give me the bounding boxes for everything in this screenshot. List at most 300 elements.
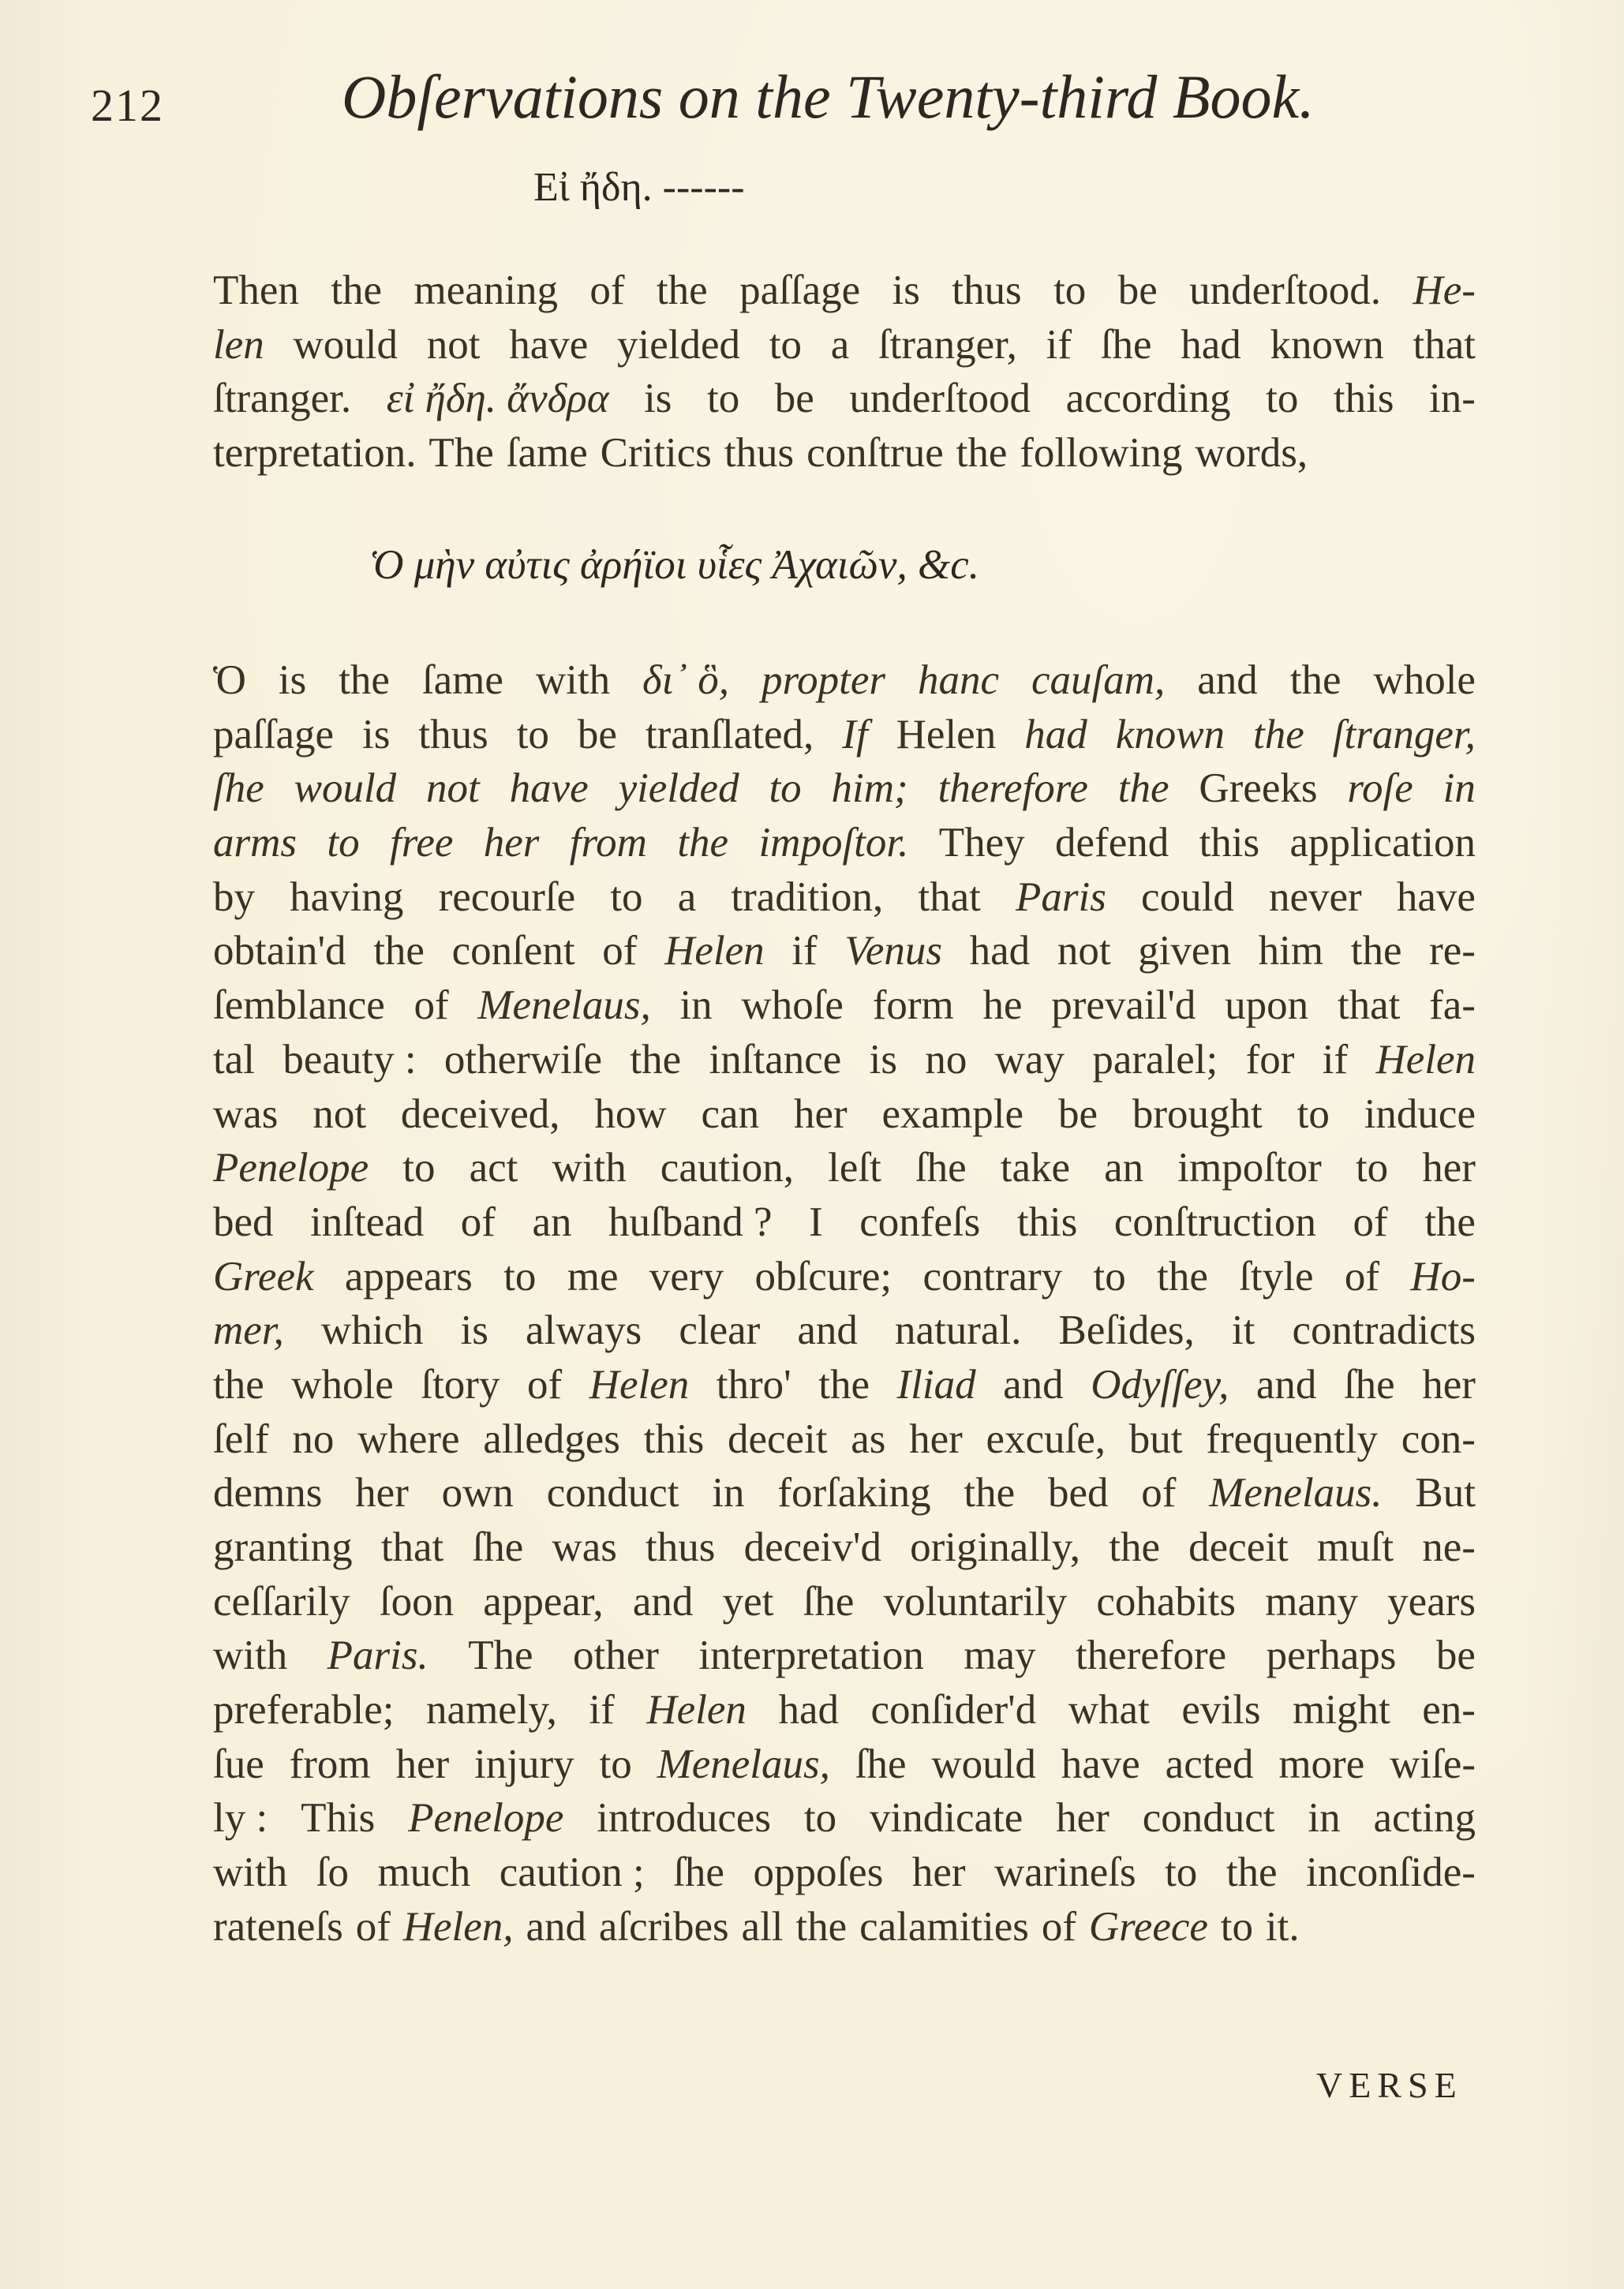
word: underſtood. bbox=[1189, 267, 1382, 313]
word: roſe bbox=[1347, 765, 1413, 812]
word: paſſage bbox=[739, 267, 861, 313]
word: Critics bbox=[600, 430, 712, 477]
word: Penelope bbox=[408, 1795, 564, 1842]
word: meaning bbox=[413, 267, 558, 313]
word: the bbox=[339, 657, 390, 703]
word: the bbox=[1117, 765, 1169, 812]
word: Odyſſey, bbox=[1091, 1361, 1229, 1408]
word: yielded bbox=[616, 321, 740, 368]
word: voluntarily bbox=[883, 1578, 1068, 1625]
word: he bbox=[982, 982, 1023, 1029]
word: the bbox=[964, 1470, 1016, 1517]
word: propter bbox=[761, 657, 886, 703]
word: deceit bbox=[727, 1416, 828, 1462]
word: the bbox=[1157, 1253, 1208, 1300]
word: ſhe bbox=[673, 1850, 724, 1896]
word: take bbox=[1000, 1145, 1071, 1191]
word: her bbox=[355, 1470, 409, 1517]
word: act bbox=[469, 1145, 518, 1191]
word: by bbox=[213, 873, 255, 920]
word: injury bbox=[474, 1741, 574, 1787]
word: always bbox=[526, 1307, 642, 1354]
text-line bbox=[213, 1741, 1476, 1795]
text-line bbox=[213, 267, 1476, 321]
word: was bbox=[213, 1090, 279, 1137]
word: hanc bbox=[918, 657, 1000, 703]
word: obſcure; bbox=[754, 1253, 892, 1300]
word: this bbox=[643, 1416, 705, 1462]
word: Then bbox=[213, 267, 299, 313]
text-line bbox=[213, 1036, 1476, 1090]
word: introduces bbox=[597, 1795, 772, 1842]
greek-quotation-heading: Εἰ ἤδη. ------ bbox=[533, 165, 745, 210]
word: would bbox=[293, 321, 398, 368]
word: obtain'd bbox=[213, 928, 346, 974]
word: recourſe bbox=[438, 873, 576, 920]
word: is bbox=[278, 657, 307, 703]
word: that bbox=[1413, 321, 1476, 368]
word: Helen bbox=[896, 711, 997, 757]
text-line bbox=[213, 1144, 1476, 1199]
word: not bbox=[426, 765, 480, 812]
word: cauſam, bbox=[1031, 657, 1166, 703]
text-line bbox=[213, 819, 1476, 873]
word: clear bbox=[679, 1307, 761, 1354]
word: perhaps bbox=[1266, 1633, 1397, 1679]
word: δι᾽ ὃ, bbox=[642, 657, 730, 703]
word: had bbox=[1024, 711, 1087, 757]
word: of bbox=[1141, 1470, 1177, 1517]
word: of bbox=[589, 267, 625, 313]
word: conſent bbox=[451, 928, 575, 974]
word: thus bbox=[952, 267, 1022, 313]
word: other bbox=[573, 1633, 659, 1679]
running-head bbox=[91, 62, 1480, 133]
word: ſemblance bbox=[213, 982, 385, 1029]
word: ſhe bbox=[472, 1524, 524, 1570]
word: to bbox=[610, 873, 643, 920]
word: acting bbox=[1373, 1795, 1476, 1842]
word: a bbox=[830, 321, 850, 368]
word: of bbox=[413, 982, 449, 1029]
word: contradicts bbox=[1292, 1307, 1476, 1354]
word: the bbox=[956, 430, 1008, 477]
catchword: VERSE bbox=[1316, 2065, 1463, 2105]
word: in bbox=[1308, 1795, 1341, 1842]
word: would bbox=[294, 765, 397, 812]
word: for bbox=[1245, 1036, 1295, 1083]
paragraph-1 bbox=[213, 267, 1476, 484]
word: Helen bbox=[664, 928, 765, 974]
word: no bbox=[925, 1036, 967, 1083]
word: paſſage bbox=[213, 711, 335, 757]
text-line bbox=[213, 982, 1476, 1036]
word: ſoon bbox=[379, 1578, 455, 1625]
word: application bbox=[1289, 820, 1476, 866]
word: ſtranger, bbox=[877, 321, 1017, 368]
word: with bbox=[552, 1145, 627, 1191]
text-line bbox=[213, 1361, 1476, 1416]
word: I bbox=[809, 1199, 823, 1245]
word: not bbox=[312, 1090, 367, 1137]
word: to bbox=[1220, 1903, 1254, 1950]
word: alledges bbox=[483, 1416, 620, 1462]
word: Helen, bbox=[402, 1903, 514, 1950]
word: and bbox=[1197, 657, 1258, 703]
word: appears bbox=[344, 1253, 473, 1300]
word: thro' bbox=[716, 1361, 791, 1408]
text-line bbox=[213, 1686, 1476, 1741]
word: ſelf bbox=[213, 1416, 269, 1462]
text-line bbox=[213, 1794, 1476, 1849]
word: her bbox=[395, 1741, 450, 1787]
word: to bbox=[769, 321, 802, 368]
word: to bbox=[1093, 1253, 1126, 1300]
text-line bbox=[213, 375, 1476, 429]
word: the bbox=[331, 267, 383, 313]
word: ſo bbox=[316, 1850, 349, 1896]
word: caution, bbox=[660, 1145, 795, 1191]
word: ſhe bbox=[1100, 321, 1152, 368]
word: warineſs bbox=[994, 1850, 1136, 1896]
word: but bbox=[1128, 1416, 1183, 1462]
word: Menelaus, bbox=[657, 1741, 830, 1787]
word: inſtead bbox=[310, 1199, 425, 1245]
word: not bbox=[426, 321, 481, 368]
word: therefore bbox=[937, 765, 1088, 812]
word: bed bbox=[213, 1199, 274, 1245]
word: defend bbox=[1055, 820, 1169, 866]
word: ſtranger. bbox=[213, 376, 352, 422]
word: is bbox=[644, 376, 672, 422]
word: her bbox=[483, 820, 540, 866]
word: her bbox=[1056, 1795, 1109, 1842]
text-line bbox=[213, 1849, 1476, 1903]
word: oppoſes bbox=[753, 1850, 884, 1896]
word: and bbox=[1255, 1361, 1317, 1408]
word: if bbox=[791, 928, 818, 974]
word: beauty : bbox=[283, 1036, 417, 1083]
word: Paris bbox=[1016, 873, 1106, 920]
word: and bbox=[632, 1578, 694, 1625]
word: had bbox=[778, 1687, 839, 1734]
word: forſaking bbox=[777, 1470, 931, 1517]
word: to bbox=[1053, 267, 1087, 313]
word: if bbox=[589, 1687, 615, 1734]
word: example bbox=[881, 1090, 1024, 1137]
word: interpretation bbox=[698, 1633, 924, 1679]
word: inſtance bbox=[709, 1036, 842, 1083]
word: had bbox=[969, 928, 1031, 974]
word: εἰ ἤδη. ἄνδρα bbox=[386, 376, 609, 422]
word: namely, bbox=[426, 1687, 557, 1734]
word: ſhe bbox=[1343, 1361, 1395, 1408]
word: The bbox=[428, 430, 494, 477]
word: what bbox=[1068, 1687, 1150, 1734]
word: deceit bbox=[1188, 1524, 1289, 1570]
text-line bbox=[213, 321, 1476, 376]
word: to bbox=[1266, 376, 1299, 422]
word: ſhe bbox=[803, 1578, 855, 1625]
word: deceiv'd bbox=[743, 1524, 881, 1570]
word: re- bbox=[1429, 928, 1476, 974]
word: Greeks bbox=[1199, 765, 1318, 812]
word: in bbox=[679, 982, 713, 1029]
word: in bbox=[1443, 765, 1476, 812]
text-line bbox=[213, 711, 1476, 765]
word: of bbox=[460, 1199, 496, 1245]
word: otherwiſe bbox=[443, 1036, 603, 1083]
word: this bbox=[1333, 376, 1394, 422]
word: be bbox=[1435, 1633, 1476, 1679]
word: with bbox=[213, 1850, 288, 1896]
word: and bbox=[797, 1307, 858, 1354]
word: as bbox=[851, 1416, 886, 1462]
word: ſame bbox=[421, 657, 503, 703]
word: whole bbox=[1373, 657, 1476, 703]
word: contrary bbox=[922, 1253, 1063, 1300]
word: conduct bbox=[1142, 1795, 1275, 1842]
word: of bbox=[602, 928, 638, 974]
word: known bbox=[1115, 711, 1225, 757]
word: have bbox=[1396, 873, 1476, 920]
word: free bbox=[389, 820, 454, 866]
word: ne- bbox=[1422, 1524, 1476, 1570]
word: to bbox=[769, 765, 802, 812]
word: be bbox=[1117, 267, 1158, 313]
word: never bbox=[1268, 873, 1362, 920]
word: tal bbox=[213, 1036, 255, 1083]
word: But bbox=[1415, 1470, 1476, 1517]
word: the bbox=[795, 1903, 848, 1950]
word: might bbox=[1293, 1687, 1390, 1734]
word: ſtory bbox=[421, 1361, 500, 1408]
word: is bbox=[869, 1036, 897, 1083]
word: cohabits bbox=[1096, 1578, 1236, 1625]
word: ceſſarily bbox=[213, 1578, 350, 1625]
word: to bbox=[402, 1145, 436, 1191]
word: of bbox=[1041, 1903, 1076, 1950]
word: Venus bbox=[844, 928, 942, 974]
word: in- bbox=[1429, 376, 1476, 422]
word: which bbox=[320, 1307, 424, 1354]
word: where bbox=[357, 1416, 460, 1462]
page-number: 212 bbox=[91, 80, 164, 131]
word: of bbox=[1353, 1199, 1388, 1245]
word: the bbox=[1424, 1199, 1476, 1245]
word: many bbox=[1265, 1578, 1358, 1625]
word: be bbox=[1057, 1090, 1098, 1137]
word: that bbox=[918, 873, 981, 920]
word: is bbox=[362, 711, 391, 757]
word: not bbox=[1057, 928, 1111, 974]
word: form bbox=[872, 982, 954, 1029]
word: her bbox=[1422, 1361, 1476, 1408]
word: rateneſs bbox=[213, 1903, 343, 1950]
word: thus bbox=[724, 430, 795, 477]
word: to bbox=[1297, 1090, 1330, 1137]
word: an bbox=[1104, 1145, 1144, 1191]
word: deceived, bbox=[400, 1090, 560, 1137]
word: ſhe bbox=[213, 765, 264, 812]
word: is bbox=[460, 1307, 488, 1354]
word: with bbox=[535, 657, 611, 703]
word: all bbox=[741, 1903, 784, 1950]
text-line bbox=[213, 1307, 1476, 1361]
word: caution ; bbox=[499, 1850, 645, 1896]
word: underſtood bbox=[849, 376, 1031, 422]
word: Beſides, bbox=[1058, 1307, 1195, 1354]
word: the bbox=[677, 820, 729, 866]
word: words, bbox=[1195, 430, 1308, 477]
word: him bbox=[1258, 928, 1324, 974]
word: it. bbox=[1265, 1903, 1300, 1950]
word: conſider'd bbox=[870, 1687, 1037, 1734]
word: this bbox=[1199, 820, 1260, 866]
word: the bbox=[818, 1361, 870, 1408]
text-line bbox=[213, 1199, 1476, 1253]
word: Greece bbox=[1088, 1903, 1208, 1950]
text-line bbox=[213, 1524, 1476, 1578]
word: ſhe bbox=[855, 1741, 907, 1787]
word: aſcribes bbox=[598, 1903, 729, 1950]
word: how bbox=[594, 1090, 667, 1137]
word: acted bbox=[1165, 1741, 1254, 1787]
word: have bbox=[509, 321, 589, 368]
word: that bbox=[1337, 982, 1401, 1029]
word: excuſe, bbox=[986, 1416, 1106, 1462]
text-line bbox=[213, 927, 1476, 982]
word: have bbox=[1061, 1741, 1140, 1787]
word: if bbox=[1046, 321, 1072, 368]
word: following bbox=[1020, 430, 1183, 477]
word: appear, bbox=[483, 1578, 604, 1625]
word: the bbox=[1253, 711, 1304, 757]
word: ſtranger, bbox=[1332, 711, 1476, 757]
word: brought bbox=[1132, 1090, 1263, 1137]
word: huſband ? bbox=[608, 1199, 773, 1245]
word: and bbox=[1003, 1361, 1064, 1408]
word: the bbox=[1350, 928, 1402, 974]
running-title: Obſervations on the Twenty-third Book. bbox=[342, 62, 1315, 131]
word: Helen bbox=[646, 1687, 747, 1734]
word: He- bbox=[1413, 267, 1476, 313]
word: en- bbox=[1422, 1687, 1476, 1734]
word: much bbox=[377, 1850, 471, 1896]
word: in bbox=[712, 1470, 745, 1517]
word: it bbox=[1231, 1307, 1255, 1354]
word: Menelaus, bbox=[477, 982, 651, 1029]
text-line bbox=[213, 429, 1476, 484]
word: The bbox=[468, 1633, 533, 1679]
word: len bbox=[213, 321, 264, 368]
word: to bbox=[327, 820, 360, 866]
word: own bbox=[441, 1470, 514, 1517]
word: thus bbox=[418, 711, 488, 757]
word: Helen bbox=[589, 1361, 690, 1408]
text-line bbox=[213, 1578, 1476, 1633]
word: given bbox=[1138, 928, 1231, 974]
word: to bbox=[516, 711, 549, 757]
word: to bbox=[503, 1253, 537, 1300]
word: natural. bbox=[895, 1307, 1022, 1354]
word: conſtrue bbox=[806, 430, 944, 477]
word: the bbox=[630, 1036, 682, 1083]
word: of bbox=[526, 1361, 563, 1408]
word: her bbox=[793, 1090, 848, 1137]
word: ly : bbox=[213, 1795, 268, 1842]
word: whoſe bbox=[741, 982, 844, 1029]
word: Greek bbox=[213, 1253, 314, 1300]
word: confeſs bbox=[859, 1199, 981, 1245]
word: vindicate bbox=[870, 1795, 1023, 1842]
word: had bbox=[1181, 321, 1241, 368]
word: ſtyle bbox=[1239, 1253, 1314, 1300]
word: Penelope bbox=[213, 1145, 369, 1191]
word: leſt bbox=[828, 1145, 881, 1191]
word: calamities bbox=[859, 1903, 1029, 1950]
word: upon bbox=[1225, 982, 1309, 1029]
word: with bbox=[213, 1633, 288, 1679]
word: be bbox=[577, 711, 617, 757]
word: very bbox=[649, 1253, 724, 1300]
word: the bbox=[373, 928, 425, 974]
word: the bbox=[1109, 1524, 1160, 1570]
word: Menelaus. bbox=[1209, 1470, 1383, 1517]
word: me bbox=[567, 1253, 619, 1300]
word: con- bbox=[1401, 1416, 1476, 1462]
word: way bbox=[994, 1036, 1065, 1083]
word: preferable; bbox=[213, 1687, 395, 1734]
text-line bbox=[213, 1416, 1476, 1470]
word: that bbox=[380, 1524, 444, 1570]
word: to bbox=[707, 376, 740, 422]
word: originally, bbox=[910, 1524, 1081, 1570]
word: tradition, bbox=[731, 873, 884, 920]
word: ſue bbox=[213, 1741, 264, 1787]
text-line bbox=[213, 1469, 1476, 1524]
word: impoſtor bbox=[1177, 1145, 1322, 1191]
word: to bbox=[1165, 1850, 1198, 1896]
word: can bbox=[701, 1090, 760, 1137]
word: yet bbox=[722, 1578, 774, 1625]
word: conſtruction bbox=[1113, 1199, 1317, 1245]
word: having bbox=[290, 873, 404, 920]
word: could bbox=[1141, 873, 1234, 920]
word: is bbox=[892, 267, 920, 313]
word: have bbox=[509, 765, 589, 812]
word: and bbox=[526, 1903, 586, 1950]
word: This bbox=[301, 1795, 376, 1842]
text-line bbox=[213, 1253, 1476, 1307]
word: years bbox=[1387, 1578, 1476, 1625]
word: ſame bbox=[506, 430, 588, 477]
word: They bbox=[938, 820, 1025, 866]
word: of bbox=[355, 1903, 391, 1950]
word: whole bbox=[291, 1361, 394, 1408]
word: this bbox=[1016, 1199, 1078, 1245]
word: evils bbox=[1181, 1687, 1261, 1734]
word: the bbox=[1289, 657, 1341, 703]
word: known bbox=[1270, 321, 1384, 368]
word: no bbox=[292, 1416, 335, 1462]
word: the bbox=[213, 1361, 264, 1408]
word: her bbox=[1422, 1145, 1476, 1191]
word: according bbox=[1065, 376, 1231, 422]
word: terpretation. bbox=[213, 430, 417, 477]
word: paralel; bbox=[1092, 1036, 1218, 1083]
text-line bbox=[213, 656, 1476, 711]
